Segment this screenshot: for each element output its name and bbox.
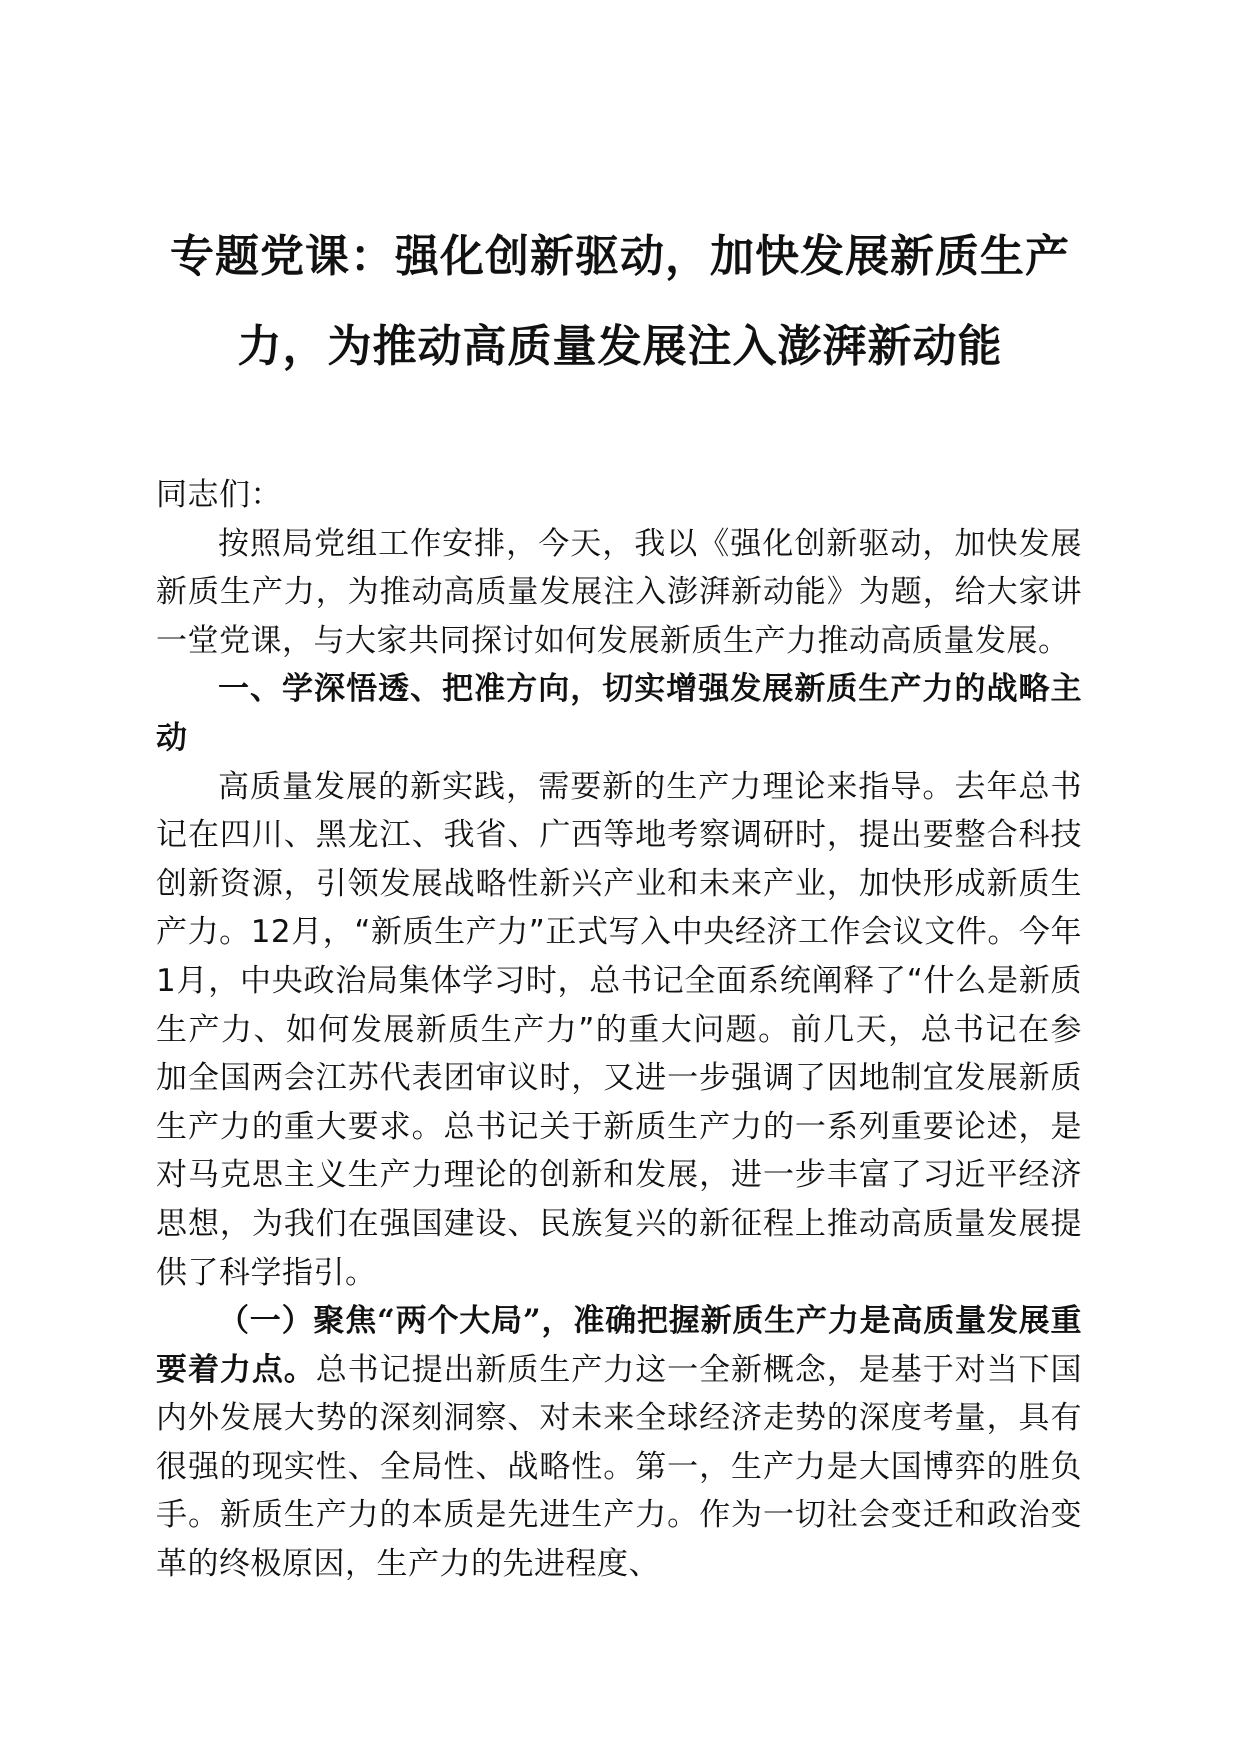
section-1-heading: 一、学深悟透、把准方向，切实增强发展新质生产力的战略主动: [156, 671, 1082, 756]
subsection-1-lead: （一）聚焦“两个大局”，准确把握新质生产力是高质量发展重要着力点。: [156, 1303, 1082, 1388]
document-title: [150, 212, 1090, 392]
section-1-paragraph: 高质量发展的新实践，需要新的生产力理论来指导。去年总书记在四川、黑龙江、我省、广西等地考察调研时，提出要整合科技创新资源，引领发展战略性新兴产业和未来产业，加快形成新质生产力。12月，“新质生产力”正式写入中央经济工作会议文件。今年1月，中央政治局集体学习时，总书记全面系统阐释了“什么是新质生产力、如何发展新质生产力”的重大问题。前几天，总书记在参加全国两会江苏代表团审议时，又进一步强调了因地制宜发展新质生产力的重大要求。总书记关于新质生产力的一系列重要论述，是对马克思主义生产力理论的创新和发展，进一步丰富了习近平经济思想，为我们在强国建设、民族复兴的新征程上推动高质量发展提供了科学指引。: [156, 768, 1082, 1291]
salutation: 同志们：: [156, 477, 282, 513]
subsection-1-paragraph: [156, 1297, 1082, 1589]
title-line-1: 专题党课：强化创新驱动，加快发展新质生产: [170, 231, 1070, 282]
intro-paragraph: 按照局党组工作安排，今天，我以《强化创新驱动，加快发展新质生产力，为推动高质量发展注入澎湃新动能》为题，给大家讲一堂党课，与大家共同探讨如何发展新质生产力推动高质量发展。: [156, 525, 1082, 659]
subsection-1-text: 总书记提出新质生产力这一全新概念，是基于对当下国内外发展大势的深刻洞察、对未来全球经济走势的深度考量，具有很强的现实性、全局性、战略性。第一，生产力是大国博弈的胜负手。新质生产力的本质是先进生产力。作为一切社会变迁和政治变革的终极原因，生产力的先进程度、: [156, 1351, 1082, 1583]
document-body: [156, 471, 1082, 1589]
title-line-2: 力，为推动高质量发展注入澎湃新动能: [237, 321, 1003, 372]
